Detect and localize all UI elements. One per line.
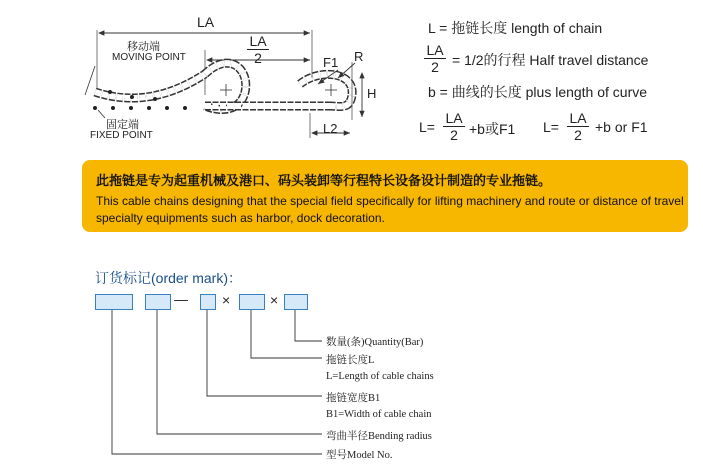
r-label: R (354, 49, 364, 64)
formula-cn-den: 2 (450, 127, 458, 143)
half-la-denominator: 2 (254, 50, 262, 66)
fixed-point-zh: 固定端 (106, 119, 139, 131)
formula-cn-suffix: +b或F1 (469, 121, 516, 137)
h-label: H (367, 86, 377, 101)
half-la-numerator: LA (247, 33, 269, 50)
formula-cn-prefix: L= (419, 119, 435, 135)
banner-text-zh: 此拖链是专为起重机械及港口、码头装卸等行程特长设备设计制造的专业拖链。 (96, 173, 552, 188)
moving-point-en: MOVING POINT (112, 52, 186, 63)
la-label: LA (197, 14, 215, 30)
order-mark-title: 订货标记(order mark)： (95, 270, 243, 286)
moving-point-zh: 移动端 (127, 41, 160, 53)
order-label-length-zh: 拖链长度L (326, 355, 375, 366)
times-sign-1: × (222, 292, 231, 308)
formula-en-num: LA (567, 110, 589, 127)
formula-en-suffix: +b or F1 (595, 119, 648, 135)
banner-text-en: This cable chains designing that the special field specifically for lifting machinery and route or distance of travel specialty equipments such as harbor, dock decoration. (96, 194, 684, 225)
formula-cn-num: LA (443, 110, 465, 127)
legend-half-text: = 1/2的行程 Half travel distance (452, 52, 649, 68)
order-dash: — (174, 291, 188, 307)
order-label-width-en: B1=Width of cable chain (326, 409, 432, 420)
f1-label: F1 (323, 55, 339, 70)
legend-l-line: L = 拖链长度 length of chain (428, 20, 603, 36)
order-label-width-zh: 拖链宽度B1 (326, 393, 381, 404)
formula-en-prefix: L= (543, 119, 559, 135)
order-label-length-en: L=Length of cable chains (326, 371, 434, 382)
legend-b-line: b = 曲线的长度 plus length of curve (428, 84, 648, 100)
l2-label: L2 (323, 121, 338, 136)
fixed-point-en: FIXED POINT (90, 130, 153, 141)
order-label-bending-radius: 弯曲半径Bending radius (326, 431, 432, 442)
legend-half-num: LA (424, 42, 446, 59)
times-sign-2: × (270, 292, 279, 308)
order-label-model-no: 型号Model No. (326, 450, 393, 461)
order-label-quantity: 数量(条)Quantity(Bar) (326, 337, 424, 348)
legend-half-den: 2 (431, 59, 439, 75)
formula-en-den: 2 (574, 127, 582, 143)
